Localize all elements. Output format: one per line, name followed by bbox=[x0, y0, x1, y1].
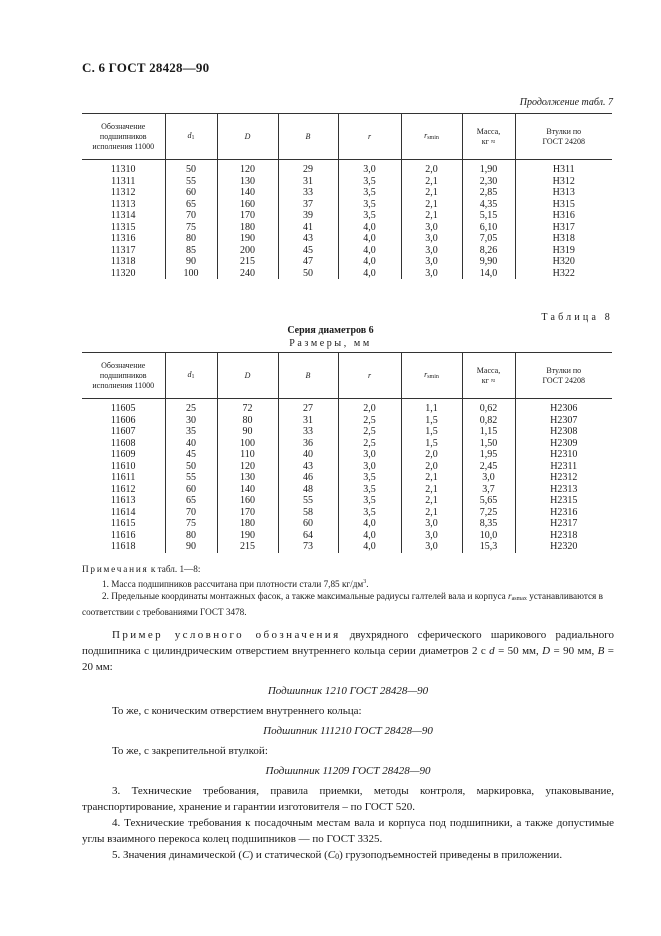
cell-B: 46 bbox=[278, 472, 338, 484]
example-paragraph: Пример условного обозначения двухрядного сферического шарикового радиального подшипника с цилиндрическим отверстием внутреннего кольца серии диаметров 2 с d = 50 мм, D = 90 мм, B = 20 мм: bbox=[82, 629, 614, 673]
cell-r: 2,5 bbox=[338, 438, 401, 450]
cell-r: 2,5 bbox=[338, 415, 401, 427]
col-D: D bbox=[217, 114, 278, 160]
cell-B: 43 bbox=[278, 461, 338, 473]
cell-mass: 5,65 bbox=[462, 495, 515, 507]
cell-mass: 10,0 bbox=[462, 530, 515, 542]
cell-rsmin: 3,0 bbox=[401, 256, 462, 268]
cell-mass: 2,45 bbox=[462, 461, 515, 473]
cell-designation: 11610 bbox=[110, 460, 136, 472]
cell-mass: 7,25 bbox=[462, 507, 515, 519]
cell-B: 27 bbox=[278, 399, 338, 415]
cell-D: 140 bbox=[217, 484, 278, 496]
note-2: 2. Предельные координаты монтажных фасок, а также максимальные радиусы галтелей вала и корпуса rasmax устанавливаются в соответствии с требованиями ГОСТ 3478. bbox=[82, 591, 603, 617]
cell-sleeve: Н2312 bbox=[515, 472, 612, 484]
cell-rsmin: 2,1 bbox=[401, 187, 462, 199]
cell-mass: 3,0 bbox=[462, 472, 515, 484]
col-sleeve: Втулки по ГОСТ 24208 bbox=[515, 114, 612, 160]
body-text bbox=[82, 627, 614, 865]
cell-mass: 0,82 bbox=[462, 415, 515, 427]
cell-designation: 11611 bbox=[111, 472, 136, 483]
cell-D: 120 bbox=[217, 461, 278, 473]
cell-B: 41 bbox=[278, 222, 338, 234]
cell-B: 37 bbox=[278, 199, 338, 211]
cell-D: 80 bbox=[217, 415, 278, 427]
table-row bbox=[82, 256, 612, 268]
cell-D: 160 bbox=[217, 495, 278, 507]
cell-D: 160 bbox=[217, 199, 278, 211]
cell-mass: 1,50 bbox=[462, 438, 515, 450]
table-row bbox=[82, 415, 612, 427]
cell-D: 110 bbox=[217, 449, 278, 461]
cell-sleeve: Н2317 bbox=[515, 518, 612, 530]
cell-B: 64 bbox=[278, 530, 338, 542]
table8-series-title: Серия диаметров 6 bbox=[287, 325, 374, 336]
cell-D: 215 bbox=[217, 541, 278, 553]
cell-sleeve: Н2306 bbox=[515, 399, 612, 415]
cell-r: 3,5 bbox=[338, 210, 401, 222]
notes bbox=[82, 563, 614, 618]
cell-designation: 11318 bbox=[110, 256, 136, 267]
cell-sleeve: Н2311 bbox=[515, 461, 612, 473]
table8 bbox=[82, 352, 612, 553]
cell-designation: 11613 bbox=[110, 495, 136, 506]
paragraph-5: 5. Значения динамической (C) и статической (C0) грузоподъемностей приведены в приложении. bbox=[112, 849, 563, 861]
cell-sleeve: Н2318 bbox=[515, 530, 612, 542]
cell-sleeve: Н2315 bbox=[515, 495, 612, 507]
cell-rsmin: 2,1 bbox=[401, 199, 462, 211]
cell-D: 130 bbox=[217, 176, 278, 188]
cell-D: 180 bbox=[217, 518, 278, 530]
note-1: 1. Масса подшипников рассчитана при плотности стали 7,85 $кг/дм^3$. bbox=[102, 578, 369, 589]
table-row bbox=[82, 541, 612, 553]
table-row bbox=[82, 160, 612, 176]
cell-designation: 11313 bbox=[110, 198, 136, 210]
cell-d1: 75 bbox=[165, 518, 217, 530]
cell-B: 43 bbox=[278, 233, 338, 245]
cell-rsmin: 3,0 bbox=[401, 222, 462, 234]
table-row bbox=[82, 187, 612, 199]
cell-mass: 5,15 bbox=[462, 210, 515, 222]
col-rsmin: rsmin bbox=[401, 114, 462, 160]
cell-d1: 50 bbox=[165, 160, 217, 176]
cell-B: 48 bbox=[278, 484, 338, 496]
cell-mass: 6,10 bbox=[462, 222, 515, 234]
cell-mass: 1,95 bbox=[462, 449, 515, 461]
cell-sleeve: Н322 bbox=[515, 268, 612, 280]
cell-mass: 7,05 bbox=[462, 233, 515, 245]
cell-sleeve: Н2310 bbox=[515, 449, 612, 461]
cell-sleeve: Н319 bbox=[515, 245, 612, 257]
cell-designation: 11608 bbox=[110, 437, 136, 449]
designation-1: Подшипник 1210 ГОСТ 28428—90 bbox=[267, 685, 429, 697]
cell-designation: 11317 bbox=[110, 244, 136, 256]
cell-B: 60 bbox=[278, 518, 338, 530]
cell-sleeve: Н312 bbox=[515, 176, 612, 188]
col-mass: Масса, кг ≈ bbox=[462, 114, 515, 160]
designation-2: Подшипник 111210 ГОСТ 28428—90 bbox=[263, 725, 433, 737]
cell-rsmin: 3,0 bbox=[401, 268, 462, 280]
cell-r: 3,0 bbox=[338, 461, 401, 473]
cell-sleeve: Н2309 bbox=[515, 438, 612, 450]
cell-D: 130 bbox=[217, 472, 278, 484]
cell-D: 140 bbox=[217, 187, 278, 199]
cell-mass: 1,90 bbox=[462, 160, 515, 176]
designation-3: Подшипник 11209 ГОСТ 28428—90 bbox=[265, 765, 431, 777]
cell-rsmin: 1,5 bbox=[401, 415, 462, 427]
table-row bbox=[82, 449, 612, 461]
col-designation: Обозначение подшипников исполнения 11000 bbox=[82, 353, 165, 399]
cell-designation: 11320 bbox=[110, 267, 136, 279]
cell-r: 3,5 bbox=[338, 484, 401, 496]
cell-r: 3,5 bbox=[338, 495, 401, 507]
cell-d1: 50 bbox=[165, 461, 217, 473]
cell-d1: 40 bbox=[165, 438, 217, 450]
cell-designation: 11312 bbox=[110, 187, 136, 198]
cell-sleeve: Н2316 bbox=[515, 507, 612, 519]
cell-mass: 2,30 bbox=[462, 176, 515, 188]
cell-rsmin: 3,0 bbox=[401, 233, 462, 245]
cell-rsmin: 3,0 bbox=[401, 245, 462, 257]
cell-d1: 60 bbox=[165, 484, 217, 496]
cell-designation: 11615 bbox=[110, 518, 136, 529]
cell-d1: 100 bbox=[165, 268, 217, 280]
table-row bbox=[82, 495, 612, 507]
cell-d1: 70 bbox=[165, 507, 217, 519]
cell-rsmin: 3,0 bbox=[401, 530, 462, 542]
cell-r: 4,0 bbox=[338, 222, 401, 234]
cell-D: 240 bbox=[217, 268, 278, 280]
cell-rsmin: 2,1 bbox=[401, 507, 462, 519]
cell-B: 50 bbox=[278, 268, 338, 280]
same-2: То же, с закрепительной втулкой: bbox=[112, 745, 268, 757]
col-designation: Обозначение подшипников исполнения 11000 bbox=[82, 114, 165, 160]
cell-sleeve: Н311 bbox=[515, 160, 612, 176]
cell-rsmin: 2,0 bbox=[401, 160, 462, 176]
cell-B: 73 bbox=[278, 541, 338, 553]
col-B: B bbox=[278, 353, 338, 399]
cell-d1: 80 bbox=[165, 233, 217, 245]
cell-rsmin: 2,1 bbox=[401, 176, 462, 188]
col-r: r bbox=[338, 114, 401, 160]
cell-d1: 70 bbox=[165, 210, 217, 222]
cell-B: 47 bbox=[278, 256, 338, 268]
paragraph-4: 4. Технические требования к посадочным местам вала и корпуса под подшипники, а также допустимые углы взаимного перекоса колец подшипников — по ГОСТ 3325. bbox=[82, 817, 614, 845]
cell-rsmin: 2,0 bbox=[401, 461, 462, 473]
table-row bbox=[82, 484, 612, 496]
cell-mass: 15,3 bbox=[462, 541, 515, 553]
cell-sleeve: Н2313 bbox=[515, 484, 612, 496]
table7 bbox=[82, 113, 612, 279]
cell-sleeve: Н313 bbox=[515, 187, 612, 199]
cell-r: 4,0 bbox=[338, 233, 401, 245]
cell-rsmin: 2,0 bbox=[401, 449, 462, 461]
cell-d1: 80 bbox=[165, 530, 217, 542]
cell-designation: 11311 bbox=[111, 175, 136, 187]
table-row bbox=[82, 438, 612, 450]
cell-mass: 2,85 bbox=[462, 187, 515, 199]
cell-d1: 30 bbox=[165, 415, 217, 427]
table-row bbox=[82, 461, 612, 473]
cell-mass: 3,7 bbox=[462, 484, 515, 496]
cell-r: 4,0 bbox=[338, 530, 401, 542]
cell-r: 4,0 bbox=[338, 518, 401, 530]
col-sleeve: Втулки по ГОСТ 24208 bbox=[515, 353, 612, 399]
cell-d1: 75 bbox=[165, 222, 217, 234]
cell-sleeve: Н2308 bbox=[515, 426, 612, 438]
cell-sleeve: Н2320 bbox=[515, 541, 612, 553]
cell-D: 200 bbox=[217, 245, 278, 257]
cell-designation: 11606 bbox=[110, 414, 136, 426]
cell-mass: 4,35 bbox=[462, 199, 515, 211]
cell-r: 3,5 bbox=[338, 176, 401, 188]
cell-designation: 11618 bbox=[110, 541, 136, 552]
cell-designation: 11315 bbox=[110, 221, 136, 233]
cell-designation: 11316 bbox=[110, 233, 136, 244]
cell-B: 33 bbox=[278, 426, 338, 438]
cell-D: 215 bbox=[217, 256, 278, 268]
cell-designation: 11310 bbox=[110, 164, 136, 175]
table8-body bbox=[82, 399, 612, 553]
table-row bbox=[82, 268, 612, 280]
cell-B: 36 bbox=[278, 438, 338, 450]
cell-rsmin: 1,1 bbox=[401, 399, 462, 415]
table-row bbox=[82, 507, 612, 519]
cell-designation: 11607 bbox=[110, 426, 136, 437]
cell-B: 31 bbox=[278, 176, 338, 188]
table7-caption: Продолжение табл. 7 bbox=[519, 97, 613, 108]
cell-D: 170 bbox=[217, 210, 278, 222]
cell-D: 120 bbox=[217, 160, 278, 176]
cell-r: 3,5 bbox=[338, 472, 401, 484]
table-row bbox=[82, 426, 612, 438]
table8-label: Таблица 8 bbox=[541, 312, 613, 323]
cell-d1: 90 bbox=[165, 541, 217, 553]
cell-rsmin: 3,0 bbox=[401, 541, 462, 553]
cell-rsmin: 2,1 bbox=[401, 472, 462, 484]
same-1: То же, с коническим отверстием внутреннего кольца: bbox=[112, 705, 362, 717]
cell-r: 3,5 bbox=[338, 199, 401, 211]
cell-r: 2,0 bbox=[338, 399, 401, 415]
paragraph-3: 3. Технические требования, правила приемки, методы контроля, маркировка, упаковывание, транспортирование, хранение и гарантии изготовителя – по ГОСТ 520. bbox=[82, 785, 614, 813]
cell-d1: 85 bbox=[165, 245, 217, 257]
table-row bbox=[82, 199, 612, 211]
cell-sleeve: Н320 bbox=[515, 256, 612, 268]
cell-sleeve: Н318 bbox=[515, 233, 612, 245]
table-row bbox=[82, 210, 612, 222]
cell-designation: 11614 bbox=[110, 506, 136, 518]
cell-r: 4,0 bbox=[338, 541, 401, 553]
notes-heading: Примечания к табл. 1—8: bbox=[82, 564, 201, 574]
cell-designation: 11605 bbox=[110, 403, 136, 414]
table7-body bbox=[82, 160, 612, 280]
cell-rsmin: 3,0 bbox=[401, 518, 462, 530]
cell-d1: 65 bbox=[165, 199, 217, 211]
cell-D: 170 bbox=[217, 507, 278, 519]
cell-sleeve: Н317 bbox=[515, 222, 612, 234]
cell-d1: 55 bbox=[165, 472, 217, 484]
cell-B: 31 bbox=[278, 415, 338, 427]
cell-rsmin: 2,1 bbox=[401, 210, 462, 222]
cell-rsmin: 1,5 bbox=[401, 438, 462, 450]
cell-B: 40 bbox=[278, 449, 338, 461]
col-rsmin: rsmin bbox=[401, 353, 462, 399]
table-row bbox=[82, 518, 612, 530]
cell-B: 33 bbox=[278, 187, 338, 199]
table-row bbox=[82, 399, 612, 415]
table-row bbox=[82, 176, 612, 188]
cell-r: 4,0 bbox=[338, 245, 401, 257]
cell-mass: 8,35 bbox=[462, 518, 515, 530]
cell-r: 3,5 bbox=[338, 507, 401, 519]
table-row bbox=[82, 530, 612, 542]
page-header: С. 6 ГОСТ 28428—90 bbox=[82, 60, 210, 75]
cell-D: 100 bbox=[217, 438, 278, 450]
cell-r: 3,0 bbox=[338, 449, 401, 461]
col-mass: Масса, кг ≈ bbox=[462, 353, 515, 399]
cell-sleeve: Н316 bbox=[515, 210, 612, 222]
cell-d1: 55 bbox=[165, 176, 217, 188]
cell-r: 2,5 bbox=[338, 426, 401, 438]
col-d1: d1 bbox=[165, 353, 217, 399]
table-row bbox=[82, 245, 612, 257]
cell-D: 90 bbox=[217, 426, 278, 438]
cell-sleeve: Н315 bbox=[515, 199, 612, 211]
col-D: D bbox=[217, 353, 278, 399]
cell-B: 29 bbox=[278, 160, 338, 176]
cell-designation: 11314 bbox=[110, 210, 136, 221]
cell-d1: 60 bbox=[165, 187, 217, 199]
cell-B: 45 bbox=[278, 245, 338, 257]
cell-r: 4,0 bbox=[338, 256, 401, 268]
cell-mass: 14,0 bbox=[462, 268, 515, 280]
cell-designation: 11609 bbox=[110, 449, 136, 460]
col-B: B bbox=[278, 114, 338, 160]
cell-B: 58 bbox=[278, 507, 338, 519]
cell-mass: 8,26 bbox=[462, 245, 515, 257]
cell-r: 4,0 bbox=[338, 268, 401, 280]
cell-designation: 11612 bbox=[110, 483, 136, 495]
cell-rsmin: 2,1 bbox=[401, 495, 462, 507]
cell-d1: 65 bbox=[165, 495, 217, 507]
cell-designation: 11616 bbox=[110, 529, 136, 541]
col-r: r bbox=[338, 353, 401, 399]
cell-B: 55 bbox=[278, 495, 338, 507]
cell-d1: 90 bbox=[165, 256, 217, 268]
cell-d1: 25 bbox=[165, 399, 217, 415]
table-row bbox=[82, 233, 612, 245]
cell-mass: 1,15 bbox=[462, 426, 515, 438]
cell-D: 180 bbox=[217, 222, 278, 234]
cell-mass: 9,90 bbox=[462, 256, 515, 268]
cell-d1: 45 bbox=[165, 449, 217, 461]
cell-sleeve: Н2307 bbox=[515, 415, 612, 427]
cell-r: 3,0 bbox=[338, 160, 401, 176]
cell-d1: 35 bbox=[165, 426, 217, 438]
table8-sizes-title: Размеры, мм bbox=[289, 338, 372, 349]
cell-B: 39 bbox=[278, 210, 338, 222]
cell-D: 190 bbox=[217, 233, 278, 245]
cell-rsmin: 1,5 bbox=[401, 426, 462, 438]
cell-rsmin: 2,1 bbox=[401, 484, 462, 496]
cell-D: 190 bbox=[217, 530, 278, 542]
cell-D: 72 bbox=[217, 399, 278, 415]
cell-r: 3,5 bbox=[338, 187, 401, 199]
table-row bbox=[82, 222, 612, 234]
table-row bbox=[82, 472, 612, 484]
cell-mass: 0,62 bbox=[462, 399, 515, 415]
col-d1: d1 bbox=[165, 114, 217, 160]
